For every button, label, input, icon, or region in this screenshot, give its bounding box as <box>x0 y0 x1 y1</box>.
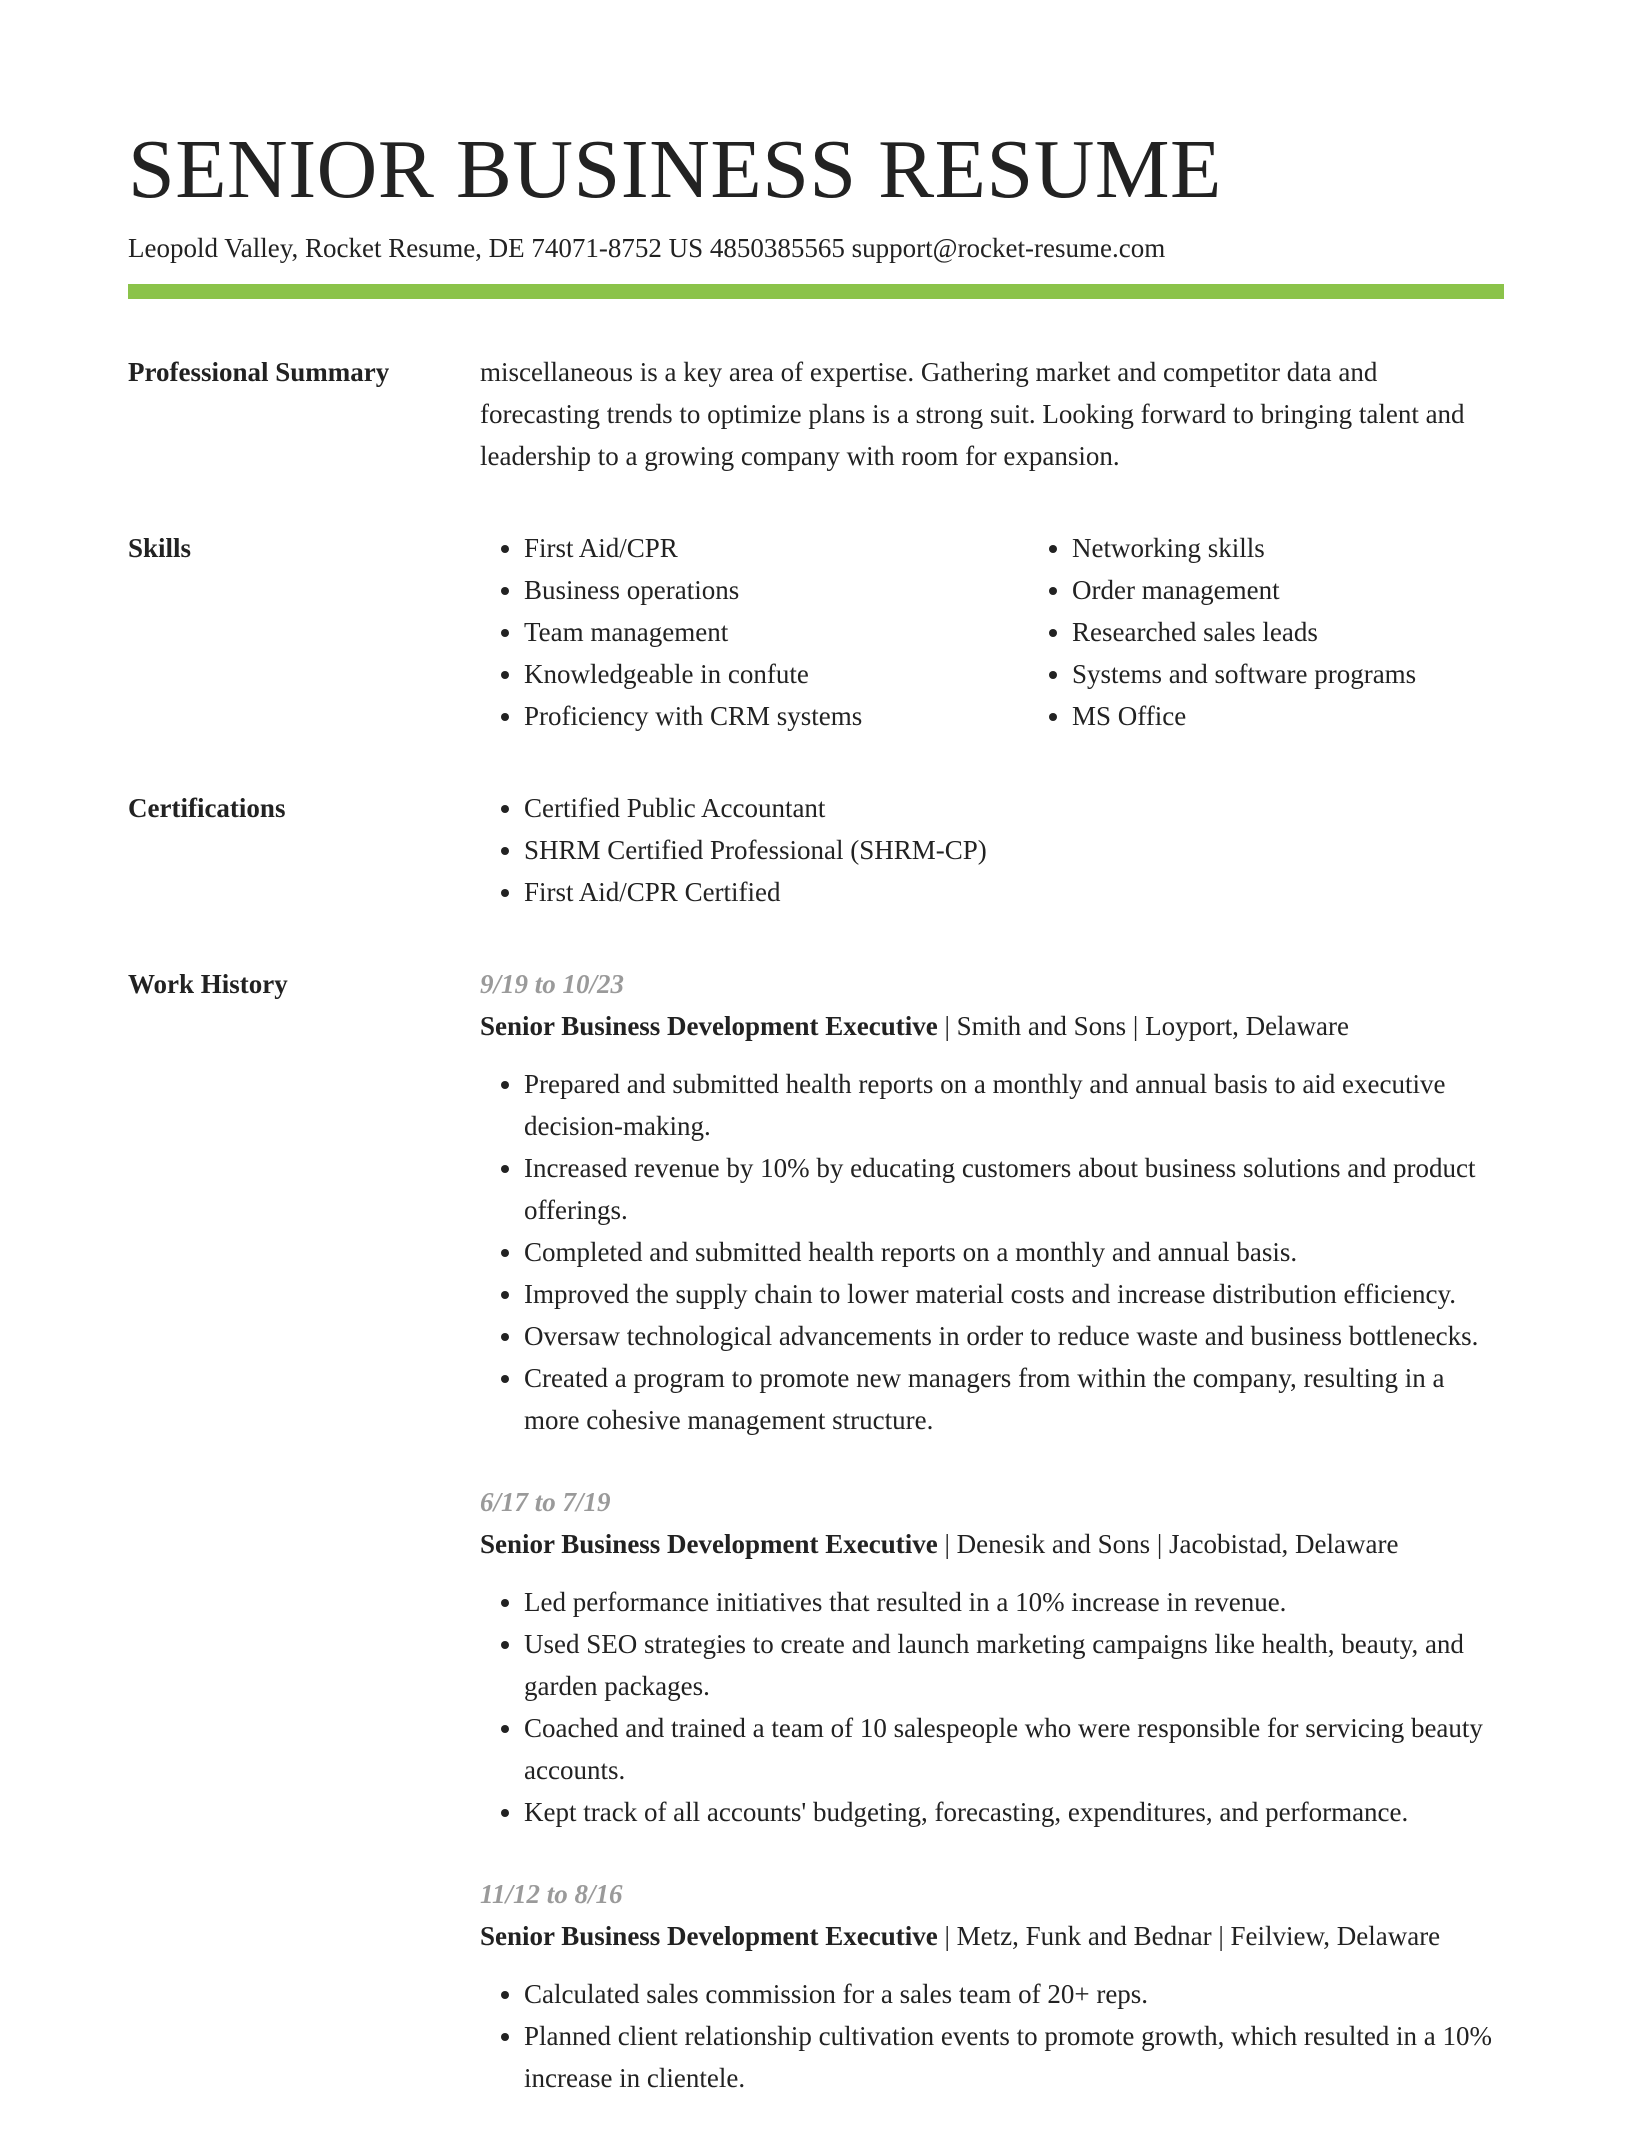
skills-section <box>128 527 1504 737</box>
job-details: | Metz, Funk and Bednar | Feilview, Delaware <box>937 1921 1441 1951</box>
list-item: • SHRM Certified Professional (SHRM-CP) <box>524 829 1504 871</box>
skills-list-left <box>480 527 1028 737</box>
list-item: • Certified Public Accountant <box>524 787 1504 829</box>
job-details: | Denesik and Sons | Jacobistad, Delaware <box>937 1529 1399 1559</box>
list-item: • Team management <box>524 611 1028 653</box>
summary-section <box>128 351 1504 477</box>
skills-list-right <box>1028 527 1576 737</box>
job-details: | Smith and Sons | Loyport, Delaware <box>937 1011 1349 1041</box>
summary-text: miscellaneous is a key area of expertise. Gathering market and competitor data and forecasting trends to optimize plans is a strong suit. Looking forward to bringing talent and leadership to a growing company with room for expansion. <box>480 357 1465 471</box>
job-bullets <box>480 1973 1504 2099</box>
job-entry <box>480 963 1504 1441</box>
section-label-work-history: Work History <box>128 969 288 999</box>
list-item: • Business operations <box>524 569 1028 611</box>
header-divider <box>128 284 1504 299</box>
list-item: • Researched sales leads <box>1072 611 1576 653</box>
section-label-skills: Skills <box>128 533 192 563</box>
job-entry <box>480 1873 1504 2099</box>
certifications-list <box>480 787 1504 913</box>
list-item: • First Aid/CPR Certified <box>524 871 1504 913</box>
list-item: • Led performance initiatives that resulted in a 10% increase in revenue. <box>524 1581 1504 1623</box>
job-dates: 11/12 to 8/16 <box>480 1879 623 1909</box>
job-title: Senior Business Development Executive <box>480 1011 938 1041</box>
list-item: • Prepared and submitted health reports on a monthly and annual basis to aid executive decision-making. <box>524 1063 1504 1147</box>
resume-page <box>128 120 1504 2139</box>
job-dates: 6/17 to 7/19 <box>480 1487 611 1517</box>
list-item: • MS Office <box>1072 695 1576 737</box>
job-heading <box>480 1523 1504 1565</box>
job-title: Senior Business Development Executive <box>480 1921 938 1951</box>
job-heading <box>480 1915 1504 1957</box>
list-item: • Created a program to promote new managers from within the company, resulting in a more cohesive management structure. <box>524 1357 1504 1441</box>
job-title: Senior Business Development Executive <box>480 1529 938 1559</box>
list-item: • Completed and submitted health reports on a monthly and annual basis. <box>524 1231 1504 1273</box>
list-item: • Networking skills <box>1072 527 1576 569</box>
contact-info: Leopold Valley, Rocket Resume, DE 74071-8752 US 4850385565 support@rocket-resume.com <box>128 233 1166 263</box>
list-item: • Used SEO strategies to create and launch marketing campaigns like health, beauty, and garden packages. <box>524 1623 1504 1707</box>
list-item: • Kept track of all accounts' budgeting, forecasting, expenditures, and performance. <box>524 1791 1504 1833</box>
job-bullets <box>480 1581 1504 1833</box>
certifications-section <box>128 787 1504 913</box>
list-item: • Knowledgeable in confute <box>524 653 1028 695</box>
resume-title: SENIOR BUSINESS RESUME <box>128 123 1222 216</box>
job-entry <box>480 1481 1504 1833</box>
list-item: • Increased revenue by 10% by educating customers about business solutions and product offerings. <box>524 1147 1504 1231</box>
list-item: • Coached and trained a team of 10 salespeople who were responsible for servicing beauty accounts. <box>524 1707 1504 1791</box>
section-label-summary: Professional Summary <box>128 357 390 387</box>
job-heading <box>480 1005 1504 1047</box>
work-history-section <box>128 963 1504 2139</box>
list-item: • Systems and software programs <box>1072 653 1576 695</box>
job-bullets <box>480 1063 1504 1441</box>
job-dates: 9/19 to 10/23 <box>480 969 625 999</box>
list-item: • Proficiency with CRM systems <box>524 695 1028 737</box>
section-label-certifications: Certifications <box>128 793 286 823</box>
list-item: • Order management <box>1072 569 1576 611</box>
list-item: • Calculated sales commission for a sales team of 20+ reps. <box>524 1973 1504 2015</box>
list-item: • Oversaw technological advancements in order to reduce waste and business bottlenecks. <box>524 1315 1504 1357</box>
list-item: • Improved the supply chain to lower material costs and increase distribution efficiency. <box>524 1273 1504 1315</box>
list-item: • Planned client relationship cultivation events to promote growth, which resulted in a 10% increase in clientele. <box>524 2015 1504 2099</box>
list-item: • First Aid/CPR <box>524 527 1028 569</box>
